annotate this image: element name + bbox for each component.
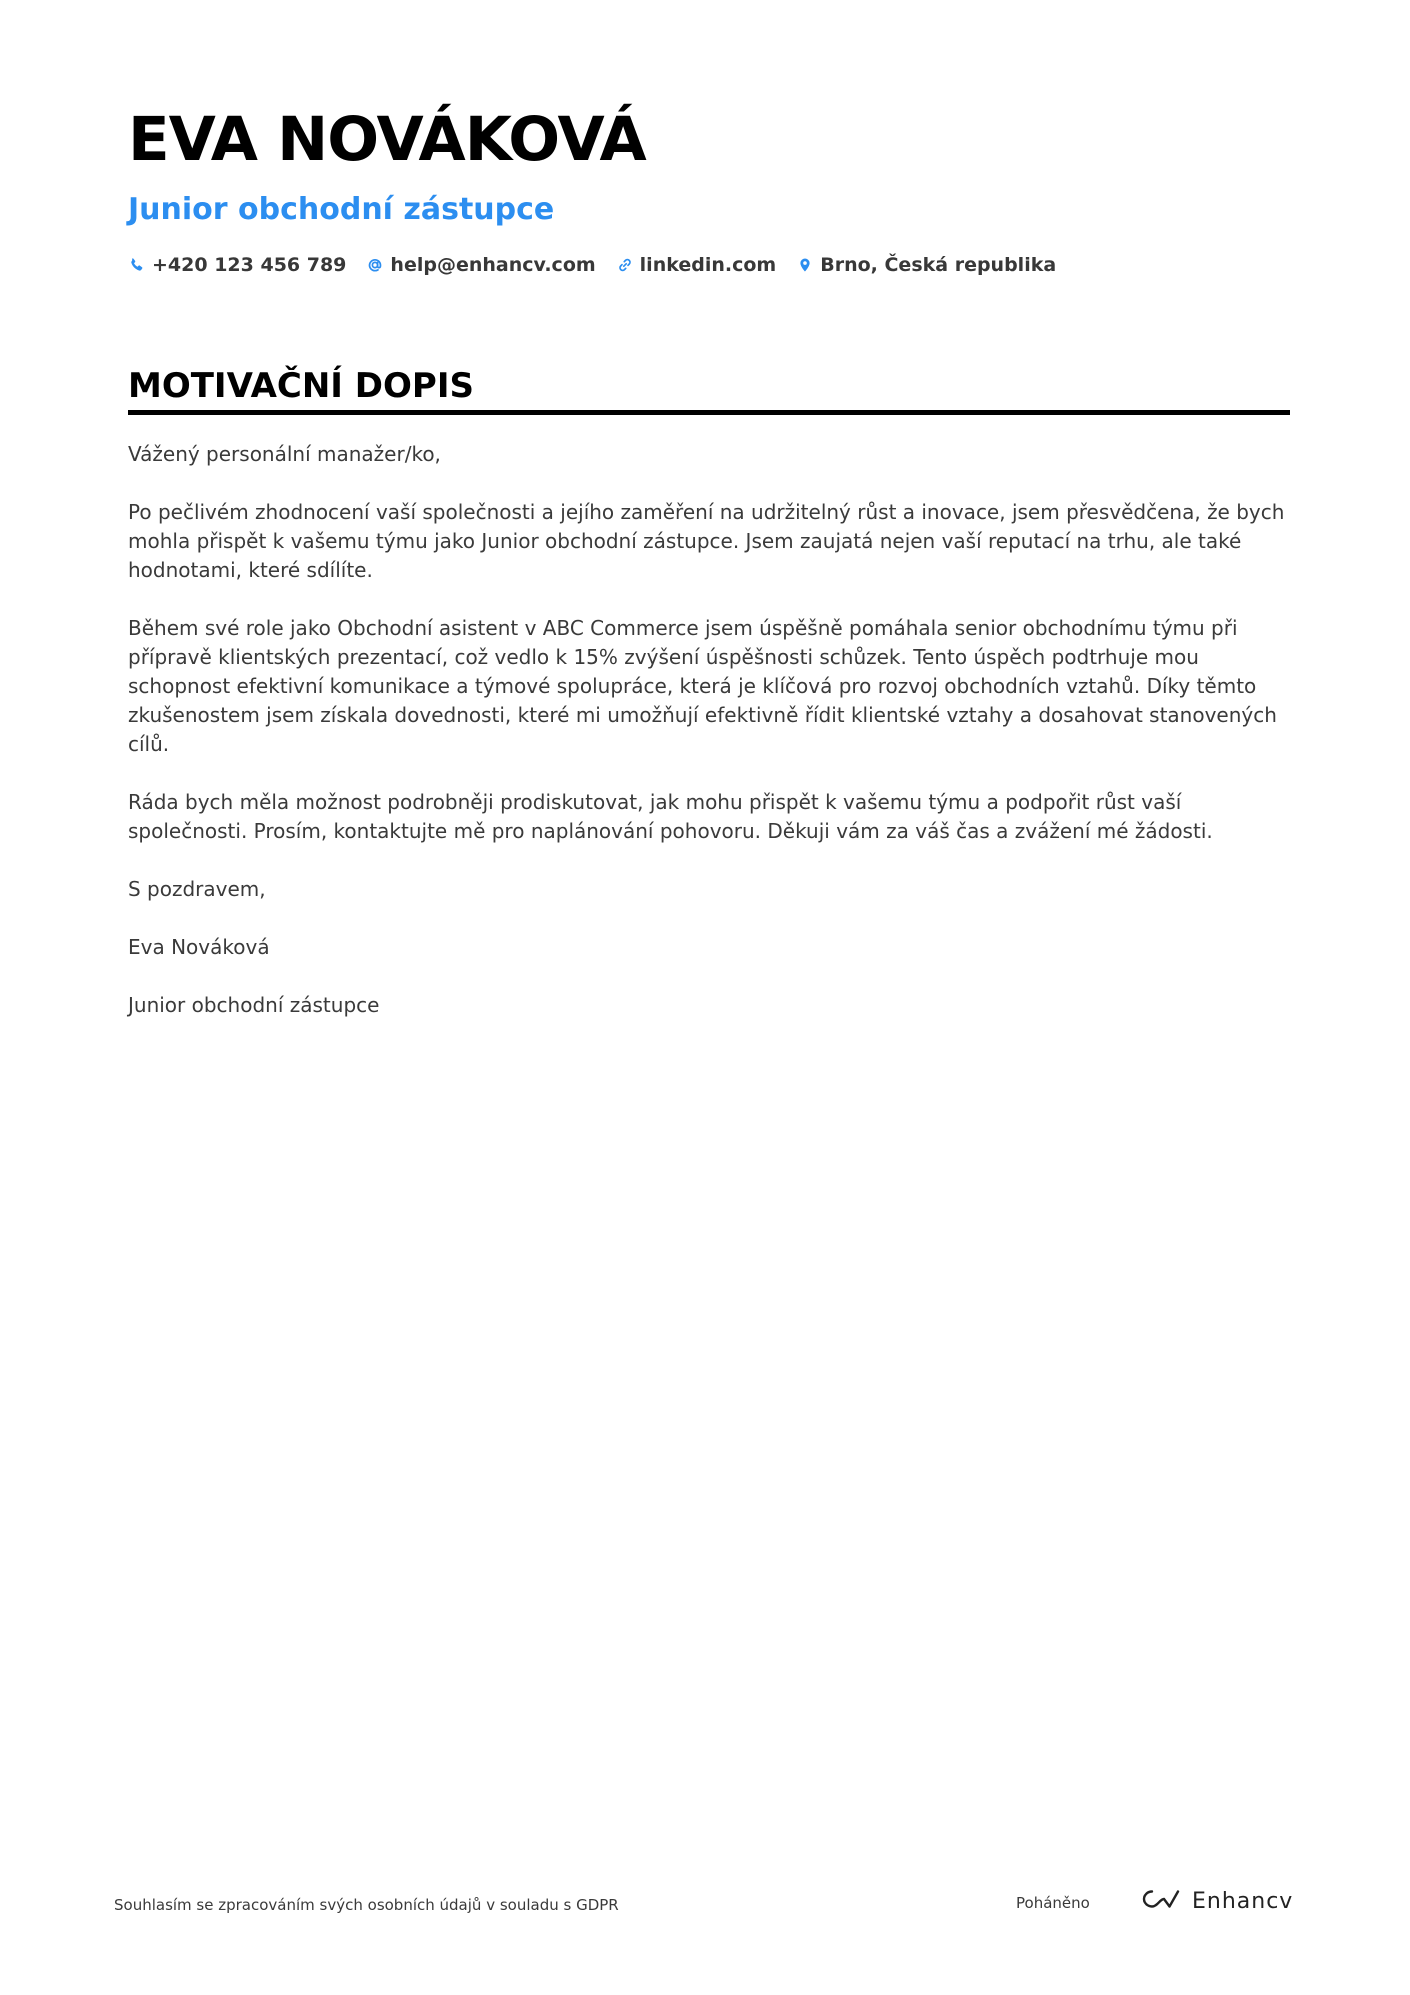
contact-email[interactable] <box>366 254 595 276</box>
contact-location-text: Brno, Česká republika <box>820 254 1057 276</box>
letter-body <box>128 440 1290 1049</box>
letter-greeting: Vážený personální manažer/ko, <box>128 442 441 466</box>
contact-phone-text: +420 123 456 789 <box>152 254 347 276</box>
signature-name: Eva Nováková <box>128 935 270 959</box>
at-icon <box>366 256 384 274</box>
powered-by-label: Poháněno <box>1016 1894 1090 1912</box>
contact-bar <box>128 254 1056 276</box>
link-icon <box>616 256 634 274</box>
letter-closing: S pozdravem, <box>128 877 266 901</box>
letter-paragraph: Po pečlivém zhodnocení vaší společnosti a jejího zaměření na udržitelný růst a inovace, jsem přesvědčena, že bych mohla přispět k vašemu týmu jako Junior obchodní zástupce. Jsem zaujatá nejen vaší reputací na trhu, ale také hodnotami, které sdílíte. <box>128 500 1285 582</box>
location-pin-icon <box>796 256 814 274</box>
enhancv-logo-icon <box>1138 1886 1184 1916</box>
contact-phone[interactable] <box>128 254 346 276</box>
candidate-name: EVA NOVÁKOVÁ <box>128 104 646 175</box>
contact-linkedin-text: linkedin.com <box>639 254 777 276</box>
contact-email-text: help@enhancv.com <box>390 254 596 276</box>
section-heading: MOTIVAČNÍ DOPIS <box>128 366 474 406</box>
phone-icon <box>128 256 146 274</box>
contact-linkedin[interactable] <box>616 254 777 276</box>
job-title: Junior obchodní zástupce <box>128 192 555 227</box>
enhancv-logo-text: Enhancv <box>1192 1888 1294 1914</box>
contact-location <box>796 254 1056 276</box>
enhancv-logo[interactable] <box>1138 1886 1293 1916</box>
letter-paragraph: Během své role jako Obchodní asistent v ABC Commerce jsem úspěšně pomáhala senior obchodnímu týmu při přípravě klientských prezentací, což vedlo k 15% zvýšení úspěšnosti schůzek. Tento úspěch podtrhuje mou schopnost efektivní komunikace a týmové spolupráce, která je klíčová pro rozvoj obchodních vztahů. Díky těmto zkušenostem jsem získala dovednosti, které mi umožňují efektivně řídit klientské vztahy a dosahovat stanovených cílů. <box>128 616 1277 756</box>
footer <box>0 1890 1410 1930</box>
gdpr-consent-text: Souhlasím se zpracováním svých osobních údajů v souladu s GDPR <box>114 1896 619 1914</box>
signature-title: Junior obchodní zástupce <box>128 993 380 1017</box>
letter-paragraph: Ráda bych měla možnost podrobněji prodiskutovat, jak mohu přispět k vašemu týmu a podpořit růst vaší společnosti. Prosím, kontaktujte mě pro naplánování pohovoru. Děkuji vám za váš čas a zvážení mé žádosti. <box>128 790 1213 843</box>
section-divider <box>128 410 1290 415</box>
